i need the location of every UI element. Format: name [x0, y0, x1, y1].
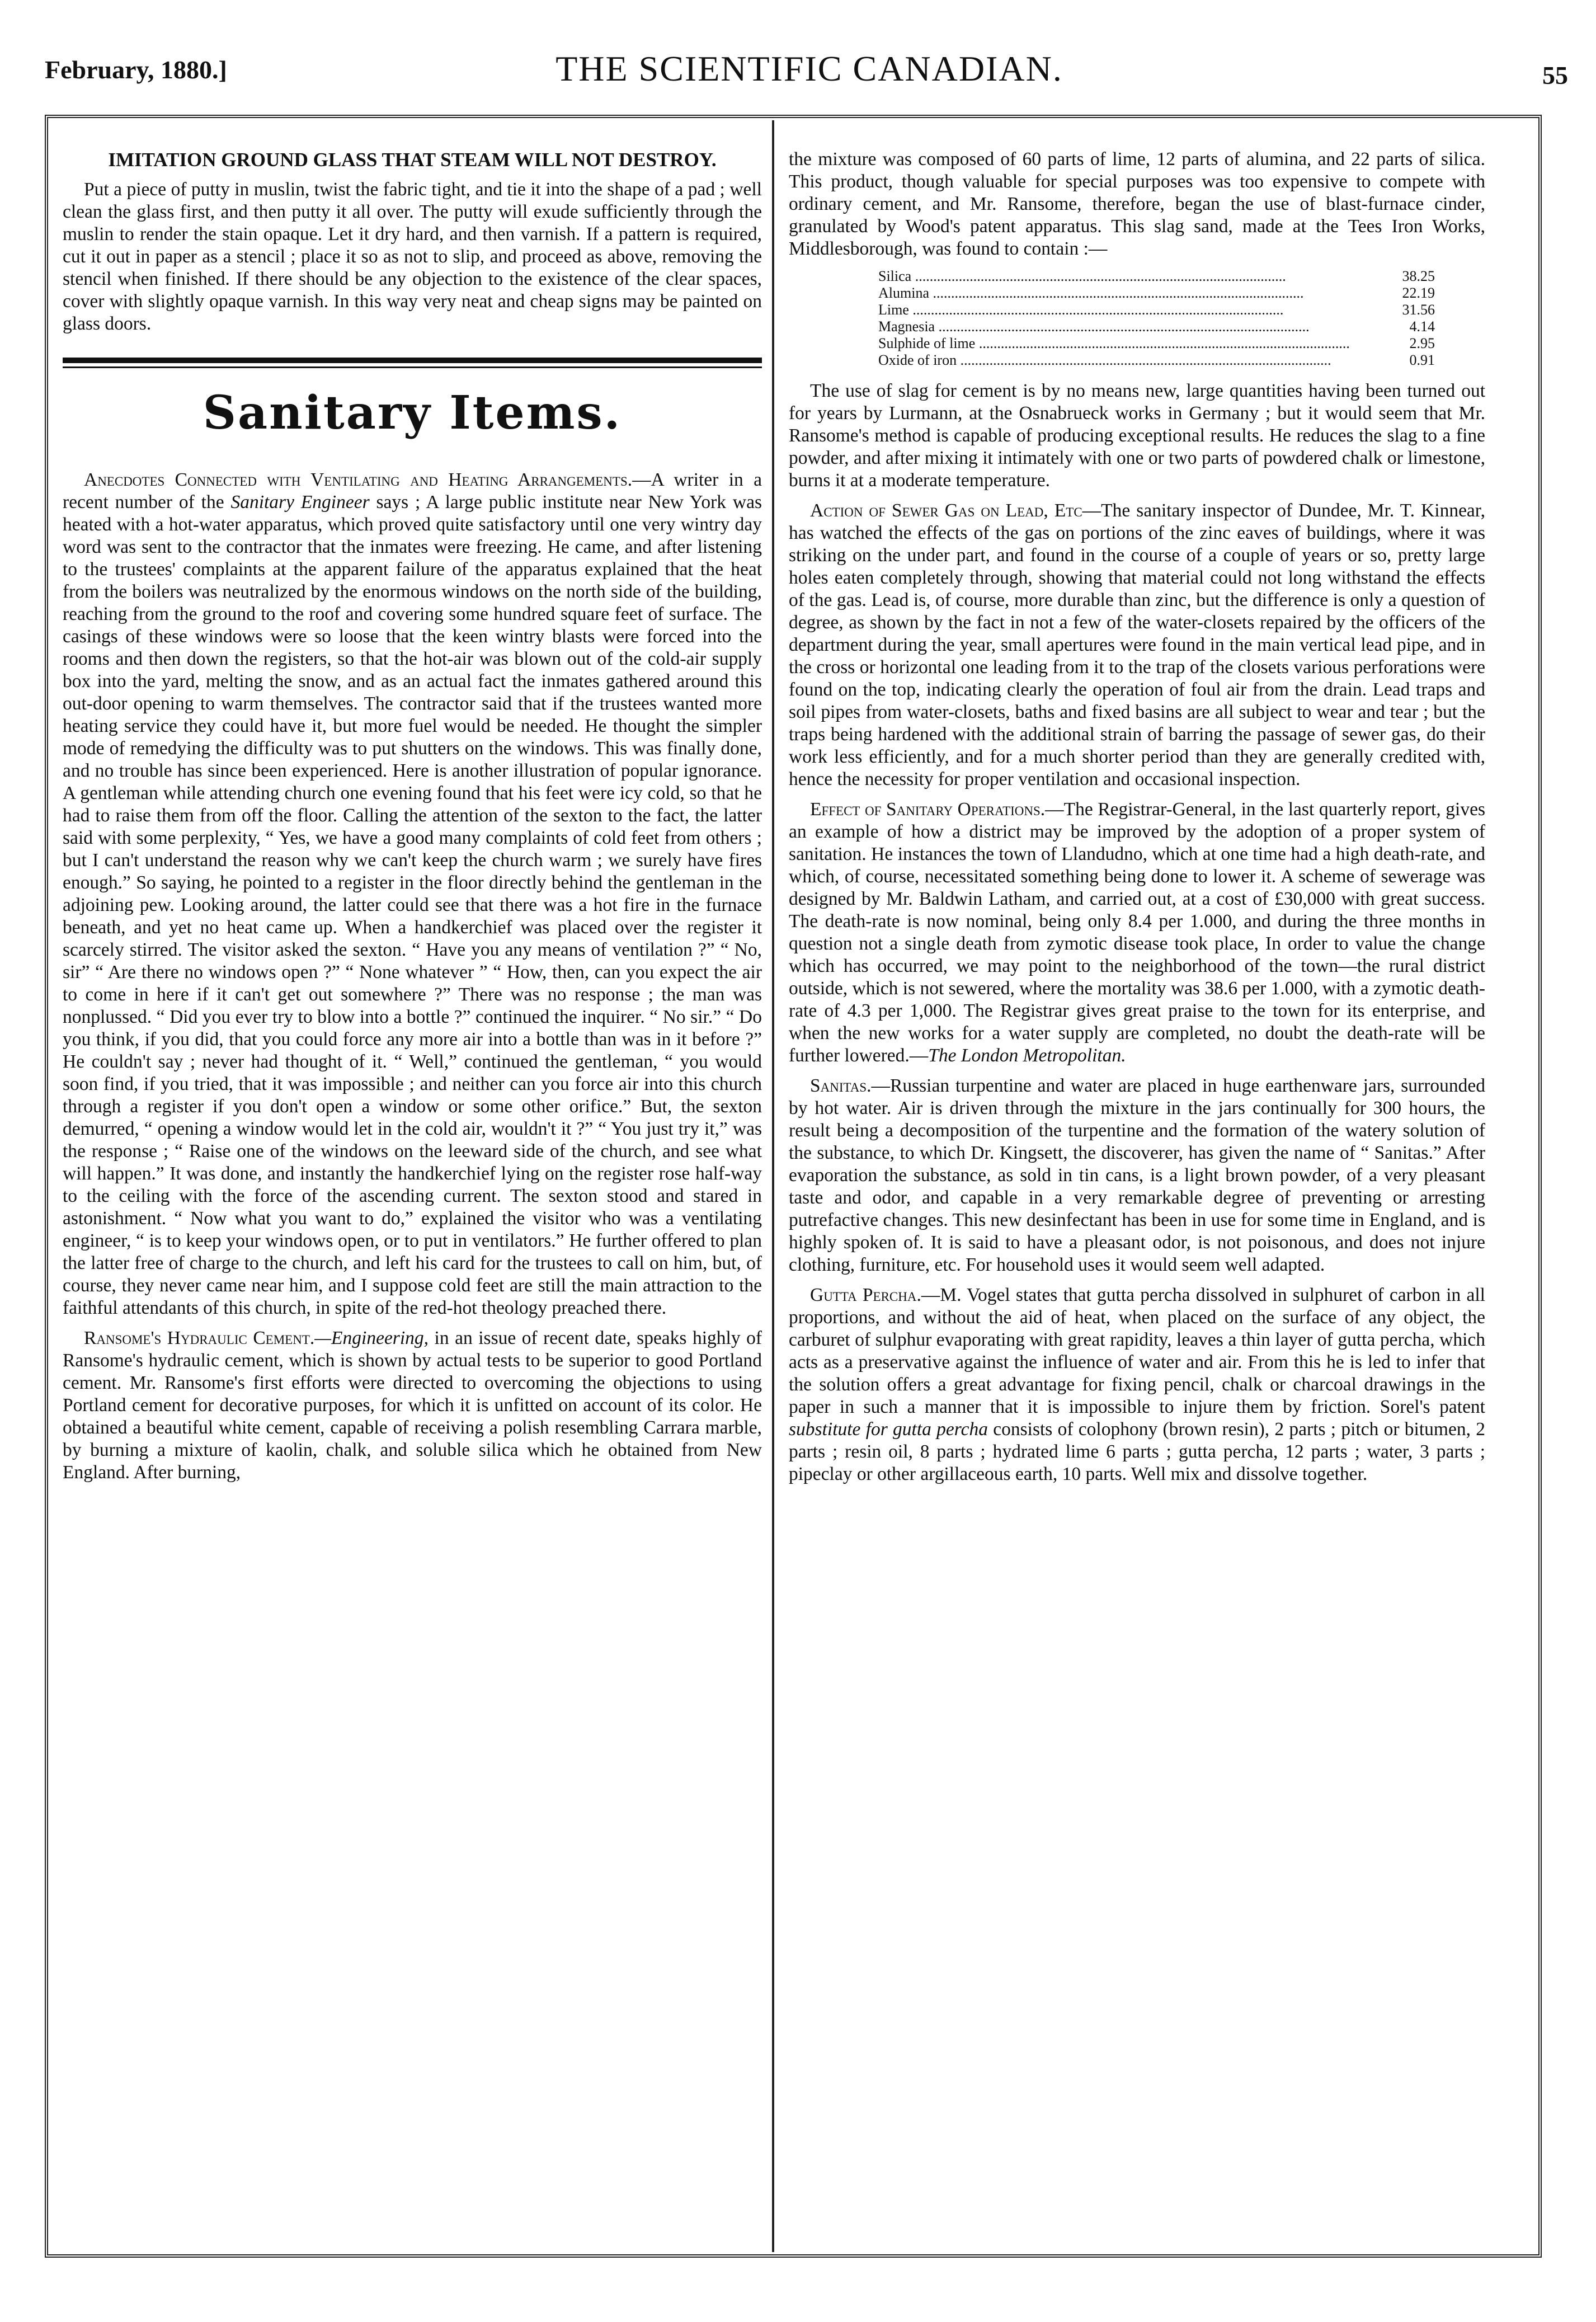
imitation-glass-text: Put a piece of putty in muslin, twist the fabric tight, and tie it into the shape of a pad ; well clean the glass first, and then putty it all over. The putty will exude sufficiently through the muslin to render the stain opaque. Let it dry hard, and then varnish. If a pattern is required, cut it out in paper as a stencil ; place it so as not to slip, and proceed as above, removing the stencil when finished. If there should be any objection to the existence of the clear spaces, cover with slightly opaque varnish. In this way very neat and cheap signs may be painted on glass doors. [63, 179, 762, 334]
anecdotes-text-b: says ; A large public institute near New York was heated with a hot-water apparatus, which proved quite satisfactory until one very wintry day word was sent to the contractor that the inmates were freezing. He came, and after listening to the trustees' complaints at the apparent failure of the apparatus explained that the heat from the boilers was neutralized by the enormous windows on the north side of the building, reaching from the ground to the roof and covering some hundred square feet of surface. The casings of these windows were so loose that the keen wintry blasts were forced into the rooms and then down the registers, so that the hot-air was blown out of the cold-air supply box into the yard, melting the snow, and as an actual fact the inmates gathered around this out-door opening to warm themselves. The contractor said that if the trustees wanted more heating service they could have it, but more fuel would be needed. He thought the simpler mode of remedying the difficulty was to put shutters on the windows. This was finally done, and no trouble has since been experienced. Here is another illustration of popular ignorance. A gentleman while attending church one evening found that his feet were icy cold, so that he had to raise them from off the floor. Calling the attention of the sexton to the fact, the latter said with some perplexity, “ Yes, we have a good many complaints of cold feet from others ; but I can't understand the reason why we can't keep the church warm ; we surely have fires enough.” So saying, he pointed to a register in the floor directly behind the gentleman in the adjoining pew. Looking around, the latter could see that there was a hot fire in the furnace beneath, and yet no heat came up. When a handkerchief was placed over the register it scarcely stirred. The visitor asked the sexton. “ Have you any means of ventilation ?” “ No, sir” “ Are there no windows open ?” “ None whatever ” “ How, then, can you expect the air to come in here if it can't get out somewhere ?” There was no response ; the man was nonplussed. “ Did you ever try to blow into a bottle ?” continued the inquirer. “ No sir.” “ Do you think, if you did, that you could force any more air into a bottle than was in it before ?” He couldn't say ; never had thought of it. “ Well,” continued the gentleman, “ you would soon find, if you tried, that it was impossible ; and neither can you force air into this church through a register if you don't open a window or some other orifice.” But, the sexton demurred, “ opening a window would let in the cold air, wouldn't it ?” “ You just try it,” was the response ; “ Raise one of the windows on the leeward side of the church, and see what will happen.” It was done, and instantly the handkerchief lying on the register rose half-way to the ceiling with the force of the ascending current. The sexton stood and stared in astonishment. “ Now what you want to do,” explained the visitor who was a ventilating engineer, “ is to keep your windows open, or to put in ventilators.” He further offered to plan the latter free of charge to the church, and left his card for the trustees to call on him, but, of course, they never came near him, and I suppose cold feet are still the main attraction to the faithful attendants of this church, in spite of the red-hot theology preached there. [63, 492, 762, 1318]
table-row: Alumina ..... 22.19 [878, 285, 1435, 302]
table-row: Lime ..... 31.56 [878, 302, 1435, 318]
sanitas-article [789, 1075, 1485, 1276]
column-divider [772, 120, 774, 2252]
ransome-lead: Ransome's Hydraulic Cement. [84, 1328, 315, 1348]
sewer-gas-article [789, 500, 1485, 791]
right-column [789, 148, 1485, 2252]
page-number: 55 [1542, 61, 1568, 90]
gutta-percha-source: substitute for gutta percha [789, 1419, 988, 1440]
sewer-gas-text: —The sanitary inspector of Dundee, Mr. T. Kinnear, has watched the effects of the gas on portions of the zinc eaves of buildings, where it was striking on the under part, and found in the course of a couple of years or so, pretty large holes eaten completely through, showing that material could not long withstand the effects of the gas. Lead is, of course, more durable than zinc, but the difference is only a question of degree, as shown by the fact in not a few of the water-closets repaired by the officers of the department during the year, small apertures were found in the main vertical lead pipe, and in the cross or horizontal one leading from it to the trap of the closets various perforations were found on the top, indicating clearly the operation of foul air from the drain. Lead traps and soil pipes from water-closets, baths and fixed basins are all subject to wear and tear ; but the traps being hardened with the additional strain of barring the passage of sewer gas, do their work less efficiently, and for a much shorter period than they are generally credited with, hence the necessity for proper ventilation and occasional inspection. [789, 500, 1485, 789]
sewer-gas-lead: Action of Sewer Gas on Lead, Etc [810, 500, 1082, 521]
ransome-text: in an issue of recent date, speaks highly of Ransome's hydraulic cement, which is shown by actual tests to be superior to good Portland cement. Mr. Ransome's first efforts were directed to overcoming the objections to using Portland cement for decorative purposes, for which it is unfitted on account of its color. He obtained a beautiful white cement, capable of receiving a polish resembling Carrara marble, by burning a mixture of kaolin, chalk, and soluble silica which he obtained from New England. After burning, [63, 1328, 762, 1483]
section-rule [63, 358, 762, 368]
slag-text: The use of slag for cement is by no means new, large quantities having been turned out for years by Lurmann, at the Osnabrueck works in Germany ; but it would seem that Mr. Ransome's method is capable of producing exceptional results. He reduces the slag to a fine powder, and after mixing it intimately with one or two parts of powdered chalk or limestone, burns it at a moderate temperature. [789, 380, 1485, 491]
anecdotes-source: Sanitary Engineer [230, 492, 370, 513]
gutta-percha-lead: Gutta Percha. [810, 1285, 921, 1305]
slag-composition-table [878, 268, 1435, 369]
anecdotes-text-a: —A writer in a recent number of the [63, 469, 762, 513]
journal-title: THE SCIENTIFIC CANADIAN. [555, 49, 1063, 88]
sanitary-operations-source: The London Metropolitan. [928, 1045, 1126, 1066]
table-row: Sulphide of lime ..... 2.95 [878, 335, 1435, 352]
ransome-source: —Engineering, [314, 1328, 429, 1348]
ransome-article [63, 1327, 762, 1484]
gutta-percha-article [789, 1284, 1485, 1486]
table-row: Magnesia ..... 4.14 [878, 318, 1435, 335]
gutta-percha-text-b: consists of colophony (brown resin), 2 parts ; pitch or bitumen, 2 parts ; resin oil, 8 parts ; hydrated lime 6 parts ; gutta percha, 12 parts ; water, 3 parts ; pipeclay or other argillaceous earth, 10 parts. Well mix and dissolve together. [789, 1419, 1485, 1484]
ransome-continued: the mixture was composed of 60 parts of lime, 12 parts of alumina, and 22 parts of silica. This product, though valuable for special purposes was too expensive to compete with ordinary cement, and Mr. Ransome, therefore, began the use of blast-furnace cinder, granulated by Wood's patent apparatus. This slag sand, made at the Tees Iron Works, Middlesborough, was found to contain :— [789, 149, 1485, 259]
imitation-glass-heading: IMITATION GROUND GLASS THAT STEAM WILL NOT DESTROY. [108, 149, 717, 171]
sanitary-operations-lead: Effect of Sanitary Operations. [810, 799, 1046, 820]
left-column [63, 148, 762, 2252]
page-header [45, 44, 1574, 100]
sanitary-operations-article [789, 798, 1485, 1067]
anecdotes-article [63, 469, 762, 1319]
sanitary-operations-text: —The Registrar-General, in the last quarterly report, gives an example of how a district may be improved by the adoption of a proper system of sanitation. He instances the town of Llandudno, which at one time had a high death-rate, and which, of course, necessitated something being done to lower it. A scheme of sewerage was designed by Mr. Baldwin Latham, and carried out, at a cost of £30,000 with great success. The death-rate is now nominal, being only 8.4 per 1.000, and during the three months in question not a single death from zymotic disease took place, In order to value the change which has occurred, we may point to the neighborhood of the town—the rural district outside, which is not sewered, where the mortality was 38.6 per 1.000, with a zymotic death-rate of 4.3 per 1,000. The Registrar gives great praise to the town for its enterprise, and when the new works for a water supply are completed, no doubt the death-rate will be further lowered.— [789, 799, 1485, 1066]
gutta-percha-text-a: —M. Vogel states that gutta percha dissolved in sulphuret of carbon in all proportions, and without the aid of heat, when placed on the surface of any object, the carburet of sulphur evaporating with great rapidity, leaves a thin layer of gutta percha, which acts as a preservative against the influence of water and air. From this he is led to infer that the solution offers a great advantage for fixing pencil, chalk or charcoal drawings in the paper in such a manner that it is impossible to injure them by friction. Sorel's patent [789, 1285, 1485, 1417]
issue-date: February, 1880.] [45, 55, 227, 84]
table-row: Oxide of iron ..... 0.91 [878, 352, 1435, 369]
sanitary-items-heading: Sanitary Items. [203, 386, 622, 440]
sanitas-lead: Sanitas. [810, 1075, 872, 1096]
table-row: Silica ..... 38.25 [878, 268, 1435, 285]
anecdotes-lead: Anecdotes Connected with Ventilating and Heating Arrangements. [84, 469, 633, 490]
sanitas-text: —Russian turpentine and water are placed in huge earthenware jars, surrounded by hot water. Air is driven through the mixture in the jars continually for 300 hours, the result being a decomposition of the turpentine and the formation of the watery solution of the substance, to which Dr. Kingsett, the discoverer, has given the name of “ Sanitas.” After evaporation the substance, as sold in tin cans, is a light brown powder, of a very pleasant taste and odor, and capable in a very remarkable degree of preventing or arresting putrefactive changes. This new desinfectant has been in use for some time in England, and is highly spoken of. It is said to have a pleasant odor, is not poisonous, and does not injure clothing, furniture, etc. For household uses it would seem well adapted. [789, 1075, 1485, 1275]
